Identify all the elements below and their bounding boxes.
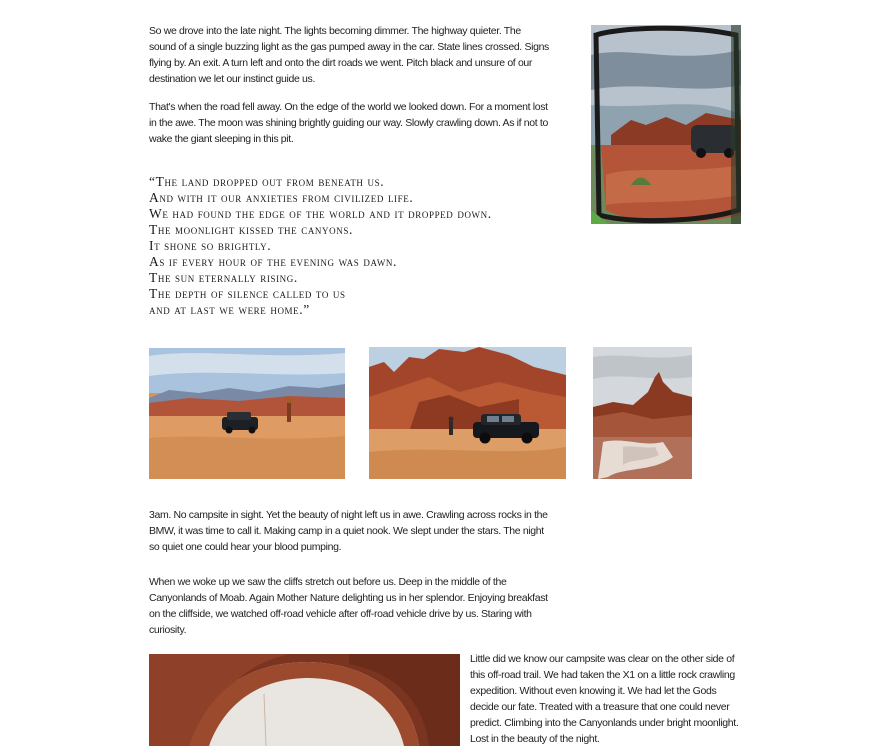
paragraph-woke-up: When we woke up we saw the cliffs stretch out before us. Deep in the middle of the Canyonlands of Moab. Again Mother Nature delighting us in her splendor. Enjoying breakfast on the cliffside, we watched off-road vehicle after off-road vehicle drive by us. Staring with curiosity. xyxy=(149,576,548,636)
poem-line: And with it our anxieties from civilized life. xyxy=(149,190,414,205)
poem-block xyxy=(149,174,492,318)
photo-natural-arch[interactable] xyxy=(149,654,460,746)
paragraph-3am: 3am. No campsite in sight. Yet the beauty of night left us in awe. Crawling across rocks in the BMW, it was time to call it. Making camp in a quiet nook. We slept under the stars. The night so quiet one could hear your blood pumping. xyxy=(149,509,548,553)
poem-line: The moonlight kissed the canyons. xyxy=(149,222,353,237)
poem-line: The depth of silence called to us xyxy=(149,286,346,301)
photo-car-red-cliffs[interactable] xyxy=(369,347,566,479)
poem-line: We had found the edge of the world and it dropped down. xyxy=(149,206,492,221)
photo-car-desert-plain[interactable] xyxy=(149,348,345,479)
paragraph-campsite: Little did we know our campsite was clear on the other side of this off-road trail. We had taken the X1 on a little rock crawling expedition. Without even knowing it. We had let the Gods decide our fate. Treated with a treasure that one could never predict. Climbing into the Canyonlands under bright moonlight. Lost in the beauty of the night. xyxy=(470,653,739,745)
poem-line: The sun eternally rising. xyxy=(149,270,298,285)
photo-side-mirror[interactable] xyxy=(591,25,741,224)
poem-line: As if every hour of the evening was dawn. xyxy=(149,254,397,269)
poem-line: and at last we were home.” xyxy=(149,302,310,317)
paragraph-drive-night: So we drove into the late night. The lights becoming dimmer. The highway quieter. The sound of a single buzzing light as the gas pumped away in the car. State lines crossed. Signs flying by. An exit. A turn left and onto the dirt roads we went. Pitch black and unsure of our destination we let our instinct guide us. xyxy=(149,25,549,85)
photo-canyon-wash[interactable] xyxy=(593,347,692,479)
poem-line: “The land dropped out from beneath us. xyxy=(149,174,385,189)
poem-line: It shone so brightly. xyxy=(149,238,272,253)
paragraph-edge-of-world: That's when the road fell away. On the edge of the world we looked down. For a moment lost in the awe. The moon was shining brightly guiding our way. Slowly crawling down. As if not to wake the giant sleeping in this pit. xyxy=(149,101,548,145)
